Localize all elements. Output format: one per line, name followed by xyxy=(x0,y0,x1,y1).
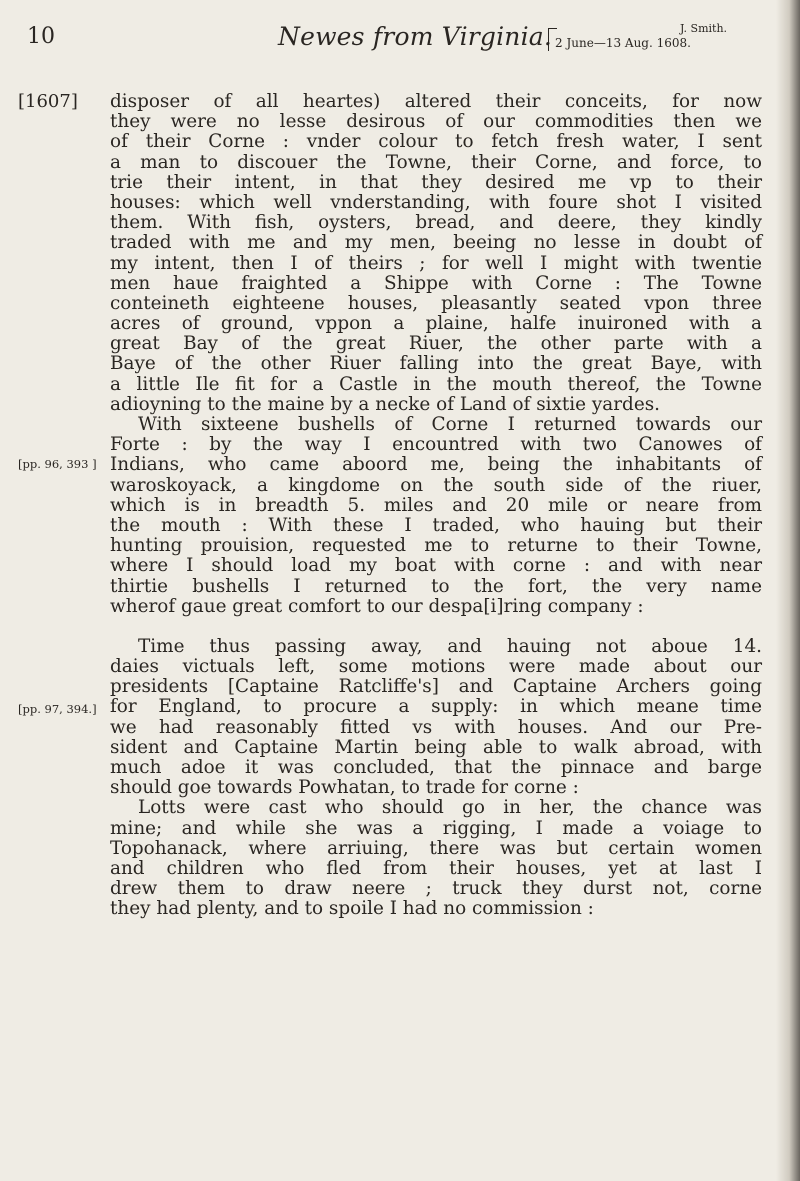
margin-year: [1607] xyxy=(18,91,78,112)
paragraph xyxy=(110,92,762,415)
body-text xyxy=(110,92,762,920)
page-number: 10 xyxy=(27,24,55,49)
text-line: thirtie bushells I returned to the fort, the very name xyxy=(110,575,762,597)
text-line: much adoe it was concluded, that the pinnace and barge xyxy=(110,757,762,778)
text-line: the mouth : With these I traded, who hauing but their xyxy=(110,514,762,536)
running-header xyxy=(0,22,800,72)
text-line: men haue fraighted a Shippe with Corne : The Towne xyxy=(110,272,762,294)
paragraph xyxy=(110,415,762,617)
text-line: they were no lesse desirous of our commodities then we xyxy=(110,111,762,133)
text-line: should goe towards Powhatan, to trade for corne : xyxy=(110,777,579,799)
text-line: presidents [Captaine Ratcliffe's] and Captaine Archers going xyxy=(110,676,762,698)
text-line: of their Corne : vnder colour to fetch fresh water, I sent xyxy=(110,131,762,153)
text-line: acres of ground, vppon a plaine, halfe inuironed with a xyxy=(110,313,762,335)
text-line: trie their intent, in that they desired me vp to their xyxy=(110,171,762,193)
text-line: daies victuals left, some motions were made about our xyxy=(110,656,762,678)
text-line: great Bay of the great Riuer, the other parte with a xyxy=(110,333,762,355)
text-line: a man to discouer the Towne, their Corne, and force, to xyxy=(110,151,762,173)
text-line: Topohanack, where arriuing, there was but certain women xyxy=(110,837,762,859)
text-line: mine; and while she was a rigging, I made a voiage to xyxy=(110,817,762,839)
running-title: Newes from Virginia. xyxy=(278,22,553,51)
text-line: Lotts were cast who should go in her, the chance was xyxy=(138,797,762,819)
running-author: J. Smith. xyxy=(680,22,728,35)
page-edge-shadow xyxy=(776,0,800,1181)
text-line: Baye of the other Riuer falling into the great Baye, with xyxy=(110,353,762,375)
text-line: disposer of all heartes) altered their conceits, for now xyxy=(110,91,762,112)
margin-reference: [pp. 97, 394.] xyxy=(18,702,97,716)
paragraph xyxy=(110,637,762,799)
text-line: conteineth eighteene houses, pleasantly seated vpon three xyxy=(110,292,762,314)
text-line: they had plenty, and to spoile I had no commission : xyxy=(110,898,594,920)
text-line: wherof gaue great comfort to our despa[i]ring company : xyxy=(110,595,644,617)
text-line: we had reasonably fitted vs with houses. And our Pre- xyxy=(110,716,762,738)
text-line: traded with me and my men, beeing no lesse in doubt of xyxy=(110,232,762,254)
text-line: my intent, then I of theirs ; for well I might with twentie xyxy=(110,252,762,274)
paragraph-gap xyxy=(110,617,762,637)
text-line: for England, to procure a supply: in which meane time xyxy=(110,696,762,718)
text-line: sident and Captaine Martin being able to walk abroad, with xyxy=(110,736,762,758)
text-line: Indians, who came aboord me, being the inhabitants of xyxy=(110,454,762,476)
text-line: Forte : by the way I encountred with two Canowes of xyxy=(110,434,762,456)
running-date-range: 2 June—13 Aug. 1608. xyxy=(555,36,691,50)
margin-reference: [pp. 96, 393 ] xyxy=(18,457,97,471)
text-line: adioyning to the maine by a necke of Land of sixtie yardes. xyxy=(110,393,660,415)
text-line: Time thus passing away, and hauing not aboue 14. xyxy=(138,635,762,657)
text-line: houses: which well vnderstanding, with foure shot I visited xyxy=(110,191,762,213)
text-line: a little Ile fit for a Castle in the mouth thereof, the Towne xyxy=(110,373,762,395)
text-line: them. With fish, oysters, bread, and deere, they kindly xyxy=(110,212,762,234)
text-line: waroskoyack, a kingdome on the south side of the riuer, xyxy=(110,474,762,496)
text-line: and children who fled from their houses, yet at last I xyxy=(110,857,762,879)
text-line: where I should load my boat with corne : and with near xyxy=(110,555,762,577)
paragraph xyxy=(110,798,762,919)
text-line: drew them to draw neere ; truck they durst not, corne xyxy=(110,878,762,900)
text-line: With sixteene bushells of Corne I returned towards our xyxy=(138,414,762,435)
text-line: hunting prouision, requested me to returne to their Towne, xyxy=(110,535,762,557)
text-line: which is in breadth 5. miles and 20 mile or neare from xyxy=(110,494,762,516)
